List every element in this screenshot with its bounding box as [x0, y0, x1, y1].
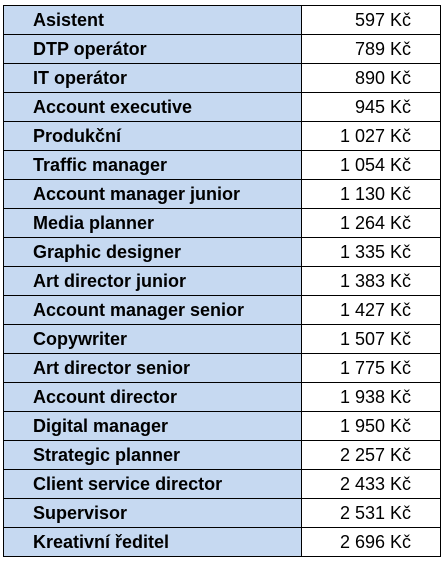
position-cell: DTP operátor — [4, 35, 302, 64]
position-cell: Produkční — [4, 122, 302, 151]
salary-cell: 1 264 Kč — [302, 209, 441, 238]
salary-cell: 597 Kč — [302, 6, 441, 35]
table-row — [4, 122, 441, 151]
position-cell: Supervisor — [4, 499, 302, 528]
salary-cell: 945 Kč — [302, 93, 441, 122]
table-row — [4, 238, 441, 267]
table-row — [4, 383, 441, 412]
table-row — [4, 93, 441, 122]
salary-cell: 2 433 Kč — [302, 470, 441, 499]
table-row — [4, 64, 441, 93]
table-row — [4, 325, 441, 354]
position-cell: IT operátor — [4, 64, 302, 93]
salary-cell: 789 Kč — [302, 35, 441, 64]
salary-cell: 1 775 Kč — [302, 354, 441, 383]
position-cell: Art director senior — [4, 354, 302, 383]
table-row — [4, 470, 441, 499]
salary-cell: 2 696 Kč — [302, 528, 441, 557]
table-row — [4, 151, 441, 180]
salary-cell: 2 257 Kč — [302, 441, 441, 470]
table-row — [4, 180, 441, 209]
salary-cell: 1 427 Kč — [302, 296, 441, 325]
position-cell: Strategic planner — [4, 441, 302, 470]
table-row — [4, 499, 441, 528]
salary-cell: 1 507 Kč — [302, 325, 441, 354]
salary-cell: 1 027 Kč — [302, 122, 441, 151]
position-cell: Digital manager — [4, 412, 302, 441]
position-cell: Account director — [4, 383, 302, 412]
salary-cell: 1 054 Kč — [302, 151, 441, 180]
position-cell: Copywriter — [4, 325, 302, 354]
salary-cell: 2 531 Kč — [302, 499, 441, 528]
position-cell: Account executive — [4, 93, 302, 122]
position-cell: Graphic designer — [4, 238, 302, 267]
position-cell: Account manager junior — [4, 180, 302, 209]
position-cell: Client service director — [4, 470, 302, 499]
salary-cell: 1 335 Kč — [302, 238, 441, 267]
table-row — [4, 412, 441, 441]
table-row — [4, 267, 441, 296]
salary-cell: 1 383 Kč — [302, 267, 441, 296]
table-row — [4, 441, 441, 470]
position-cell: Art director junior — [4, 267, 302, 296]
table-row — [4, 6, 441, 35]
table-row — [4, 528, 441, 557]
salary-cell: 1 950 Kč — [302, 412, 441, 441]
table-row — [4, 35, 441, 64]
salary-cell: 1 938 Kč — [302, 383, 441, 412]
salary-table-body — [4, 6, 441, 557]
position-cell: Media planner — [4, 209, 302, 238]
salary-table — [3, 5, 441, 557]
table-row — [4, 296, 441, 325]
position-cell: Kreativní ředitel — [4, 528, 302, 557]
position-cell: Asistent — [4, 6, 302, 35]
table-row — [4, 209, 441, 238]
salary-cell: 1 130 Kč — [302, 180, 441, 209]
table-row — [4, 354, 441, 383]
salary-cell: 890 Kč — [302, 64, 441, 93]
position-cell: Traffic manager — [4, 151, 302, 180]
position-cell: Account manager senior — [4, 296, 302, 325]
